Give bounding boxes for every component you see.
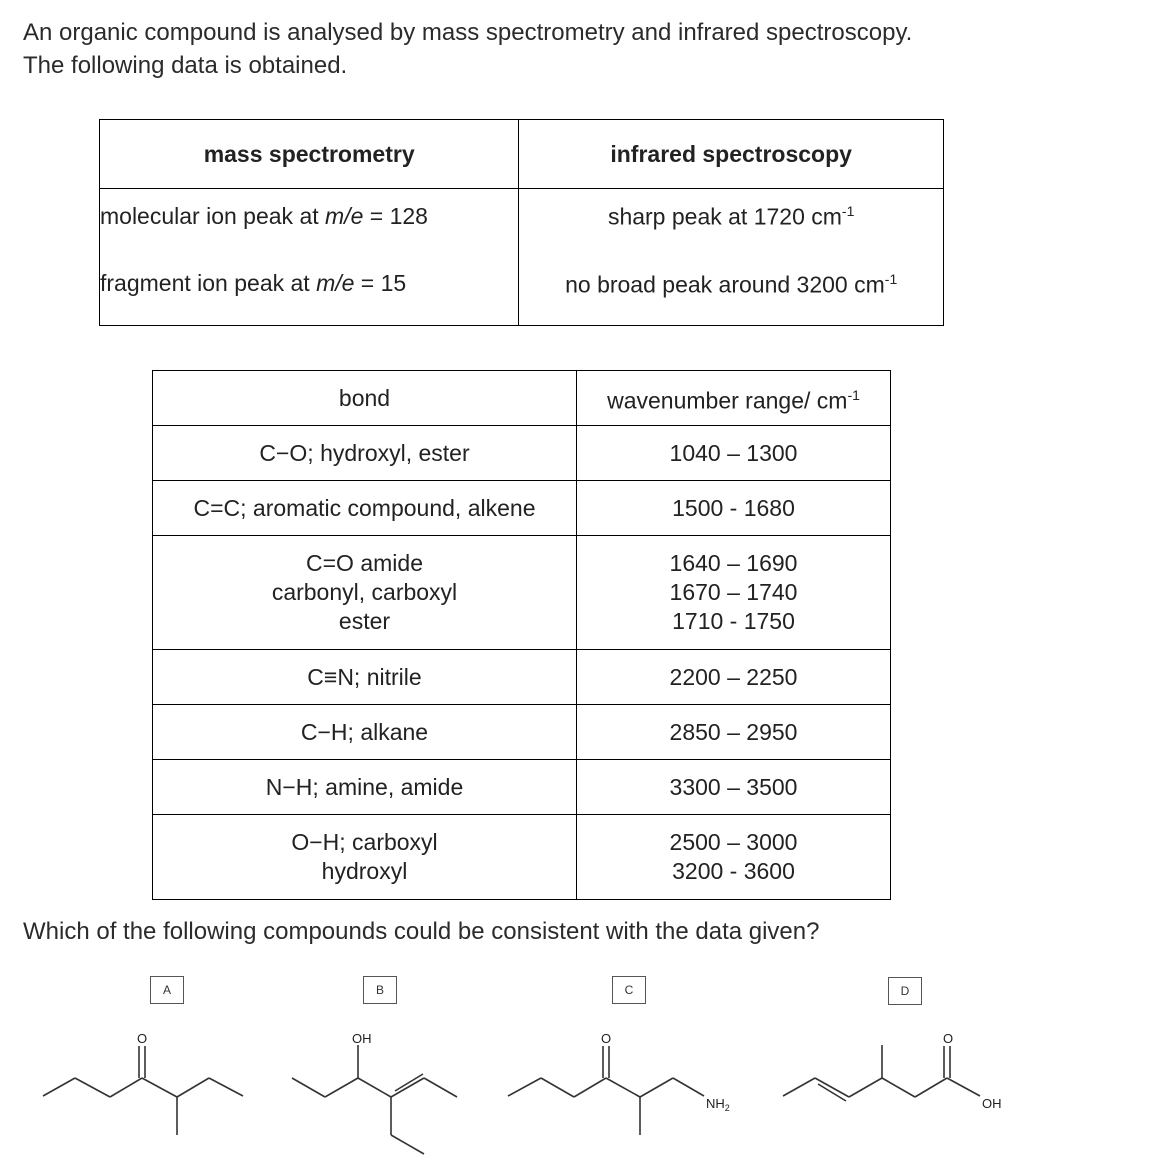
question-text: Which of the following compounds could be consistent with the data given?	[23, 918, 820, 945]
structure-b[interactable]	[292, 1031, 457, 1154]
header-infrared-spectroscopy: infrared spectroscopy	[519, 120, 944, 189]
bond-cell: N−H; amine, amide	[153, 760, 577, 815]
table-row	[153, 705, 891, 760]
structure-b-hydroxyl: OH	[352, 1031, 372, 1046]
structure-d[interactable]	[783, 1031, 1002, 1111]
structure-c-amine: $NH_2$	[706, 1096, 730, 1113]
ms-fragment-ion: fragment ion peak at m/e = 15	[100, 270, 407, 296]
bond-cell: O−H; carboxyl hydroxyl	[153, 815, 577, 900]
ir-reference-table	[152, 370, 891, 900]
table-row	[153, 481, 891, 536]
range-cell: 1040 – 1300	[577, 426, 891, 481]
table-row	[153, 815, 891, 900]
ir-sharp-peak: sharp peak at 1720 $cm^{-1}$	[607, 203, 855, 230]
table-row	[153, 650, 891, 705]
range-cell: 1500 - 1680	[577, 481, 891, 536]
data-table-row	[100, 189, 944, 326]
bond-cell: C−H; alkane	[153, 705, 577, 760]
table-row	[153, 536, 891, 650]
table-row	[153, 426, 891, 481]
structure-d-hydroxyl: OH	[982, 1096, 1002, 1111]
option-d-button[interactable]: D	[888, 977, 922, 1005]
intro-text	[23, 16, 912, 82]
ir-cell	[519, 189, 944, 326]
range-cell: 1640 – 1690 1670 – 1740 1710 - 1750	[577, 536, 891, 650]
structure-d-oxygen: O	[943, 1031, 954, 1046]
range-cell: 2850 – 2950	[577, 705, 891, 760]
structures	[0, 1000, 1150, 1173]
range-cell: 2200 – 2250	[577, 650, 891, 705]
structure-c[interactable]	[508, 1031, 730, 1135]
range-cell: 3300 – 3500	[577, 760, 891, 815]
option-b-button[interactable]: B	[363, 976, 397, 1004]
ref-header-row	[153, 371, 891, 426]
bond-cell: C−O; hydroxyl, ester	[153, 426, 577, 481]
bond-cell: C=O amide carbonyl, carboxyl ester	[153, 536, 577, 650]
ms-molecular-ion: molecular ion peak at m/e = 128	[100, 203, 428, 229]
table-row	[153, 760, 891, 815]
intro-line-2: The following data is obtained.	[23, 52, 348, 79]
ref-header-range: wavenumber range/ $cm^{-1}$	[577, 371, 891, 426]
ref-header-bond: bond	[153, 371, 577, 426]
intro-line-1: An organic compound is analysed by mass spectrometry and infrared spectroscopy.	[23, 19, 913, 46]
data-table-header	[100, 120, 944, 189]
option-a-button[interactable]: A	[150, 976, 184, 1004]
option-c-button[interactable]: C	[612, 976, 646, 1004]
bond-cell: C=C; aromatic compound, alkene	[153, 481, 577, 536]
ms-cell	[100, 189, 519, 326]
structure-a-oxygen: O	[137, 1031, 148, 1046]
structure-a[interactable]	[43, 1031, 243, 1135]
structure-c-oxygen: O	[601, 1031, 612, 1046]
bond-cell: C≡N; nitrile	[153, 650, 577, 705]
ir-no-broad-peak: no broad peak around 3200 $cm^{-1}$	[565, 270, 898, 298]
data-table	[99, 119, 944, 326]
range-cell: 2500 – 3000 3200 - 3600	[577, 815, 891, 900]
header-mass-spectrometry: mass spectrometry	[100, 120, 519, 189]
